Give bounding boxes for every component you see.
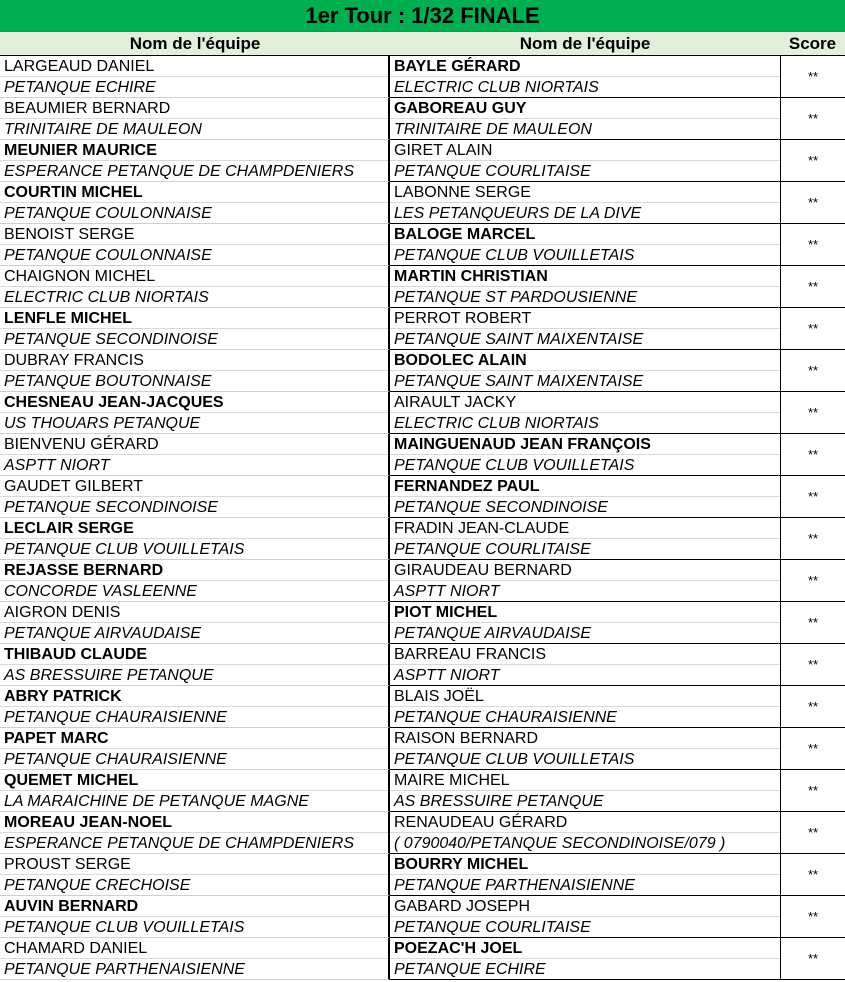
team-a-cell[interactable]: [0, 392, 390, 434]
club-name: AS BRESSUIRE PETANQUE: [394, 792, 604, 810]
match-row: [0, 812, 845, 854]
team-a-cell[interactable]: [0, 350, 390, 392]
match-row: [0, 644, 845, 686]
team-a-cell[interactable]: [0, 770, 390, 812]
match-row: [0, 308, 845, 350]
match-row: [0, 182, 845, 224]
team-b-cell[interactable]: [390, 56, 780, 98]
club-name: PETANQUE CLUB VOUILLETAIS: [394, 456, 635, 474]
match-row: [0, 938, 845, 980]
club-name: PETANQUE COURLITAISE: [394, 540, 591, 558]
club-name: ESPERANCE PETANQUE DE CHAMPDENIERS: [4, 162, 354, 180]
club-name: TRINITAIRE DE MAULEON: [4, 120, 202, 138]
club-name: PETANQUE ECHIRE: [4, 78, 156, 96]
team-b-cell[interactable]: [390, 476, 780, 518]
club-name: PETANQUE CLUB VOUILLETAIS: [394, 750, 635, 768]
club-name: PETANQUE COULONNAISE: [4, 246, 212, 264]
player-name: BENOIST SERGE: [0, 224, 388, 245]
club-name: ELECTRIC CLUB NIORTAIS: [394, 78, 599, 96]
team-b-cell[interactable]: [390, 770, 780, 812]
player-name: GIRAUDEAU BERNARD: [390, 560, 780, 581]
score-cell[interactable]: **: [780, 434, 845, 476]
team-a-cell[interactable]: [0, 812, 390, 854]
player-name: POEZAC'H JOEL: [390, 938, 780, 959]
team-a-cell[interactable]: [0, 854, 390, 896]
score-cell[interactable]: **: [780, 812, 845, 854]
player-name: QUEMET MICHEL: [0, 770, 388, 791]
match-row: [0, 266, 845, 308]
player-name: RENAUDEAU GÉRARD: [390, 812, 780, 833]
team-a-cell[interactable]: [0, 308, 390, 350]
club-name: PETANQUE PARTHENAISIENNE: [394, 876, 635, 894]
match-row: [0, 686, 845, 728]
player-name: MOREAU JEAN-NOEL: [0, 812, 388, 833]
team-b-cell[interactable]: [390, 224, 780, 266]
player-name: GABARD JOSEPH: [390, 896, 780, 917]
team-b-cell[interactable]: [390, 392, 780, 434]
player-name: PIOT MICHEL: [390, 602, 780, 623]
player-name: PROUST SERGE: [0, 854, 388, 875]
match-row: [0, 392, 845, 434]
player-name: BIENVENU GÉRARD: [0, 434, 388, 455]
team-b-cell[interactable]: [390, 182, 780, 224]
club-name: PETANQUE CLUB VOUILLETAIS: [4, 918, 245, 936]
club-name: ASPTT NIORT: [394, 582, 500, 600]
score-cell[interactable]: **: [780, 938, 845, 980]
team-b-cell[interactable]: [390, 644, 780, 686]
player-name: BLAIS JOËL: [390, 686, 780, 707]
team-b-cell[interactable]: [390, 518, 780, 560]
player-name: FERNANDEZ PAUL: [390, 476, 780, 497]
club-name: ELECTRIC CLUB NIORTAIS: [394, 414, 599, 432]
club-name: ( 0790040/PETANQUE SECONDINOISE/079 ): [394, 834, 726, 852]
player-name: BEAUMIER BERNARD: [0, 98, 388, 119]
player-name: LABONNE SERGE: [390, 182, 780, 203]
player-name: GAUDET GILBERT: [0, 476, 388, 497]
team-b-cell[interactable]: [390, 350, 780, 392]
score-cell[interactable]: **: [780, 770, 845, 812]
sheet-title: 1er Tour : 1/32 FINALE: [0, 0, 845, 32]
team-a-cell[interactable]: [0, 56, 390, 98]
player-name: GABOREAU GUY: [390, 98, 780, 119]
player-name: BODOLEC ALAIN: [390, 350, 780, 371]
club-name: PETANQUE ECHIRE: [394, 960, 546, 978]
score-cell[interactable]: **: [780, 644, 845, 686]
club-name: PETANQUE AIRVAUDAISE: [4, 624, 202, 642]
match-row: [0, 602, 845, 644]
player-name: THIBAUD CLAUDE: [0, 644, 388, 665]
team-a-cell[interactable]: [0, 518, 390, 560]
team-b-cell[interactable]: [390, 812, 780, 854]
club-name: ASPTT NIORT: [394, 666, 500, 684]
score-cell[interactable]: **: [780, 308, 845, 350]
score-cell[interactable]: **: [780, 602, 845, 644]
club-name: PETANQUE BOUTONNAISE: [4, 372, 212, 390]
player-name: AUVIN BERNARD: [0, 896, 388, 917]
club-name: PETANQUE CHAURAISIENNE: [4, 708, 227, 726]
club-name: PETANQUE CHAURAISIENNE: [394, 708, 617, 726]
score-cell[interactable]: **: [780, 350, 845, 392]
score-cell[interactable]: **: [780, 182, 845, 224]
player-name: AIRAULT JACKY: [390, 392, 780, 413]
club-name: PETANQUE PARTHENAISIENNE: [4, 960, 245, 978]
club-name: US THOUARS PETANQUE: [4, 414, 201, 432]
player-name: CHESNEAU JEAN-JACQUES: [0, 392, 388, 413]
club-name: PETANQUE COURLITAISE: [394, 918, 591, 936]
team-b-cell[interactable]: [390, 602, 780, 644]
match-list: [0, 56, 845, 980]
score-cell[interactable]: **: [780, 896, 845, 938]
match-row: [0, 896, 845, 938]
match-row: [0, 350, 845, 392]
player-name: DUBRAY FRANCIS: [0, 350, 388, 371]
player-name: REJASSE BERNARD: [0, 560, 388, 581]
club-name: PETANQUE AIRVAUDAISE: [394, 624, 592, 642]
club-name: PETANQUE COULONNAISE: [4, 204, 212, 222]
team-a-cell[interactable]: [0, 224, 390, 266]
match-row: [0, 518, 845, 560]
club-name: PETANQUE COURLITAISE: [394, 162, 591, 180]
team-b-cell[interactable]: [390, 140, 780, 182]
score-cell[interactable]: **: [780, 728, 845, 770]
score-cell[interactable]: **: [780, 98, 845, 140]
player-name: LENFLE MICHEL: [0, 308, 388, 329]
player-name: CHAIGNON MICHEL: [0, 266, 388, 287]
team-a-cell[interactable]: [0, 896, 390, 938]
player-name: GIRET ALAIN: [390, 140, 780, 161]
team-a-cell[interactable]: [0, 476, 390, 518]
player-name: LARGEAUD DANIEL: [0, 56, 388, 77]
club-name: PETANQUE SECONDINOISE: [4, 330, 218, 348]
player-name: BARREAU FRANCIS: [390, 644, 780, 665]
score-cell[interactable]: **: [780, 518, 845, 560]
player-name: MAIRE MICHEL: [390, 770, 780, 791]
player-name: MARTIN CHRISTIAN: [390, 266, 780, 287]
score-cell[interactable]: **: [780, 392, 845, 434]
team-b-cell[interactable]: [390, 938, 780, 980]
team-b-cell[interactable]: [390, 686, 780, 728]
score-cell[interactable]: **: [780, 476, 845, 518]
team-a-cell[interactable]: [0, 728, 390, 770]
club-name: LES PETANQUEURS DE LA DIVE: [394, 204, 642, 222]
header-score: Score: [780, 32, 845, 56]
team-a-cell[interactable]: [0, 434, 390, 476]
header-team-b: Nom de l'équipe: [390, 32, 780, 56]
team-b-cell[interactable]: [390, 728, 780, 770]
score-cell[interactable]: **: [780, 560, 845, 602]
club-name: PETANQUE CHAURAISIENNE: [4, 750, 227, 768]
player-name: BAYLE GÉRARD: [390, 56, 780, 77]
player-name: BOURRY MICHEL: [390, 854, 780, 875]
player-name: LECLAIR SERGE: [0, 518, 388, 539]
club-name: AS BRESSUIRE PETANQUE: [4, 666, 214, 684]
team-a-cell[interactable]: [0, 686, 390, 728]
player-name: FRADIN JEAN-CLAUDE: [390, 518, 780, 539]
match-row: [0, 476, 845, 518]
club-name: PETANQUE CLUB VOUILLETAIS: [394, 246, 635, 264]
club-name: ESPERANCE PETANQUE DE CHAMPDENIERS: [4, 834, 354, 852]
player-name: MAINGUENAUD JEAN FRANÇOIS: [390, 434, 780, 455]
club-name: PETANQUE CLUB VOUILLETAIS: [4, 540, 245, 558]
score-cell[interactable]: **: [780, 224, 845, 266]
club-name: ELECTRIC CLUB NIORTAIS: [4, 288, 209, 306]
club-name: PETANQUE SECONDINOISE: [394, 498, 608, 516]
club-name: PETANQUE SAINT MAIXENTAISE: [394, 372, 644, 390]
team-a-cell[interactable]: [0, 938, 390, 980]
team-a-cell[interactable]: [0, 182, 390, 224]
team-b-cell[interactable]: [390, 308, 780, 350]
team-b-cell[interactable]: [390, 854, 780, 896]
match-row: [0, 560, 845, 602]
team-a-cell[interactable]: [0, 644, 390, 686]
match-row: [0, 98, 845, 140]
club-name: PETANQUE ST PARDOUSIENNE: [394, 288, 637, 306]
score-cell[interactable]: **: [780, 854, 845, 896]
team-b-cell[interactable]: [390, 560, 780, 602]
team-a-cell[interactable]: [0, 602, 390, 644]
club-name: PETANQUE SAINT MAIXENTAISE: [394, 330, 644, 348]
player-name: COURTIN MICHEL: [0, 182, 388, 203]
player-name: MEUNIER MAURICE: [0, 140, 388, 161]
player-name: AIGRON DENIS: [0, 602, 388, 623]
club-name: TRINITAIRE DE MAULEON: [394, 120, 592, 138]
player-name: RAISON BERNARD: [390, 728, 780, 749]
club-name: PETANQUE CRECHOISE: [4, 876, 191, 894]
team-a-cell[interactable]: [0, 98, 390, 140]
match-row: [0, 56, 845, 98]
score-cell[interactable]: **: [780, 266, 845, 308]
match-row: [0, 728, 845, 770]
match-row: [0, 140, 845, 182]
player-name: PERROT ROBERT: [390, 308, 780, 329]
team-a-cell[interactable]: [0, 140, 390, 182]
club-name: PETANQUE SECONDINOISE: [4, 498, 218, 516]
team-a-cell[interactable]: [0, 560, 390, 602]
team-a-cell[interactable]: [0, 266, 390, 308]
header-team-a: Nom de l'équipe: [0, 32, 390, 56]
match-row: [0, 770, 845, 812]
score-cell[interactable]: **: [780, 56, 845, 98]
match-row: [0, 434, 845, 476]
player-name: PAPET MARC: [0, 728, 388, 749]
score-cell[interactable]: **: [780, 140, 845, 182]
team-b-cell[interactable]: [390, 896, 780, 938]
player-name: CHAMARD DANIEL: [0, 938, 388, 959]
team-b-cell[interactable]: [390, 98, 780, 140]
match-row: [0, 224, 845, 266]
player-name: ABRY PATRICK: [0, 686, 388, 707]
match-row: [0, 854, 845, 896]
club-name: LA MARAICHINE DE PETANQUE MAGNE: [4, 792, 309, 810]
score-cell[interactable]: **: [780, 686, 845, 728]
player-name: BALOGE MARCEL: [390, 224, 780, 245]
club-name: ASPTT NIORT: [4, 456, 110, 474]
team-b-cell[interactable]: [390, 434, 780, 476]
club-name: CONCORDE VASLEENNE: [4, 582, 197, 600]
team-b-cell[interactable]: [390, 266, 780, 308]
